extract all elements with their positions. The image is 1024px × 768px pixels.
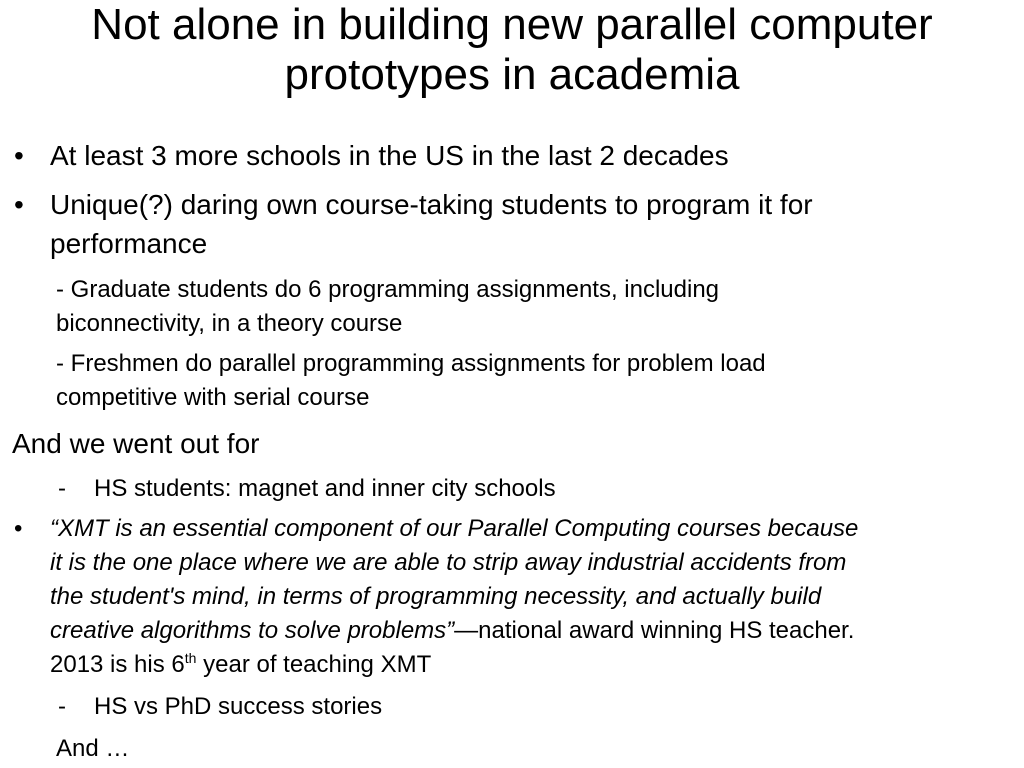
sub-item-2-line-2: competitive with serial course [56, 384, 370, 411]
bullet-1-text: At least 3 more schools in the US in the last 2 decades [50, 140, 729, 171]
dash-item-1-text: HS students: magnet and inner city schools [94, 475, 556, 502]
sub-item-1-line-1: - Graduate students do 6 programming assignments, including [56, 276, 720, 303]
quote-line-3: the student's mind, in terms of programming necessity, and actually build [50, 583, 822, 610]
sub-item-1-line-2: biconnectivity, in a theory course [56, 310, 403, 337]
title-line-1: Not alone in building new parallel computer [91, 0, 933, 49]
quote-line-5-post: year of teaching XMT [196, 651, 432, 678]
closing-text: And … [56, 735, 130, 762]
bullet-2-line-1: Unique(?) daring own course-taking students to program it for [50, 189, 813, 220]
quote-line-2: it is the one place where we are able to strip away industrial accidents from [50, 549, 847, 576]
slide-title [0, 0, 1024, 100]
title-line-2: prototypes in academia [284, 50, 740, 99]
dash-marker: - [58, 475, 66, 502]
section-heading: And we went out for [12, 428, 260, 459]
quote-line-5-pre: 2013 is his 6 [50, 651, 185, 678]
bullet-marker: • [14, 515, 23, 542]
sub-item-2-line-1: - Freshmen do parallel programming assignments for problem load [56, 350, 766, 377]
quote-line-4-italic: creative algorithms to solve problems” [50, 617, 455, 644]
bullet-2-line-2: performance [50, 228, 208, 259]
bullet-marker: • [14, 140, 24, 171]
quote-line-1: “XMT is an essential component of our Parallel Computing courses because [50, 515, 859, 542]
bullet-marker: • [14, 189, 24, 220]
quote-attribution: —national award winning HS teacher. [454, 617, 855, 644]
quote-line-5 [50, 648, 431, 682]
dash-item-2-text: HS vs PhD success stories [94, 693, 383, 720]
quote-line-4 [50, 614, 854, 648]
dash-marker: - [58, 693, 66, 720]
quote-line-5-sup: th [184, 650, 197, 666]
